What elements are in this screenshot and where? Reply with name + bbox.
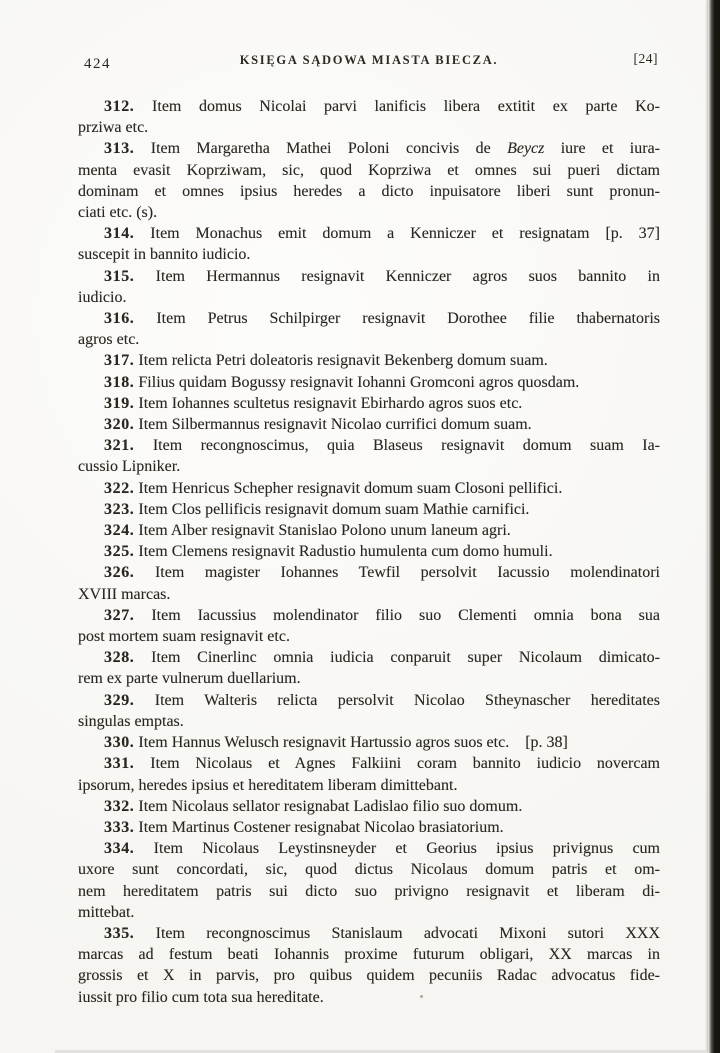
- entry-332-line-1: [78, 796, 660, 817]
- entry-313-line-4: [78, 202, 660, 223]
- entry-text: uxore sunt concordati, sic, quod dictus Nicolaus domum patris et om-: [78, 861, 660, 879]
- entry-329-line-2: [78, 711, 660, 732]
- entry-text: Filius quidam Bogussy resignavit Iohanni Gromconi agros quosdam.: [134, 373, 580, 391]
- entry-316-line-2: [78, 329, 660, 350]
- page-number: 424: [84, 56, 111, 72]
- entry-312-line-1: [78, 96, 660, 117]
- entry-text: Item Margaretha Mathei Poloni concivis de: [134, 140, 508, 158]
- entry-text: Item Henricus Schepher resignavit domum suam Closoni pellifici.: [134, 479, 563, 497]
- entry-313-line-3: [78, 181, 660, 202]
- page-body: [78, 96, 660, 1008]
- entry-text: grossis et X in parvis, pro quibus quidem pecuniis Radac advocatus fide-: [78, 967, 660, 985]
- entry-text: Item Alber resignavit Stanislao Polono unum laneum agri.: [134, 522, 511, 540]
- entry-334-line-1: [78, 838, 660, 859]
- entry-text: Item Nicolaus et Agnes Falkiini coram bannito iudicio novercam: [134, 755, 660, 773]
- entry-number: 315.: [104, 267, 135, 285]
- entry-text: marcas ad festum beati Iohannis proxime futurum obligari, XX marcas in: [78, 946, 660, 964]
- entry-text: Item Clos pellificis resignavit domum suam Mathie carnifici.: [134, 500, 530, 518]
- entry-text: Item domus Nicolai parvi lanificis libera extitit ex parte Ko-: [134, 98, 660, 115]
- entry-text: Item Iohannes scultetus resignavit Ebirhardo agros suos etc.: [134, 394, 523, 412]
- entry-number: 314.: [104, 225, 135, 243]
- entry-319-line-1: [78, 393, 660, 414]
- entry-327-line-2: [78, 626, 660, 647]
- entry-text: Item Cinerlinc omnia iudicia conparuit super Nicolaum dimicato-: [134, 649, 660, 667]
- entry-333-line-1: [78, 817, 660, 838]
- entry-text: mittebat.: [78, 903, 135, 921]
- entry-316-line-1: [78, 308, 660, 329]
- entry-text: Item recongnoscimus Stanislaum advocati Mixoni sutori XXX: [134, 924, 660, 942]
- entry-334-line-3: [78, 881, 660, 902]
- entry-number: 326.: [104, 564, 135, 582]
- entry-331-line-1: [78, 753, 660, 774]
- entry-326-line-2: [78, 584, 660, 605]
- entry-334-line-4: [78, 902, 660, 923]
- entry-number: 329.: [104, 691, 135, 709]
- entry-number: 318.: [104, 373, 135, 391]
- entry-text: iussit pro filio cum tota sua hereditate.: [78, 988, 324, 1006]
- entry-number: 335.: [104, 924, 135, 942]
- entry-number: 331.: [104, 755, 135, 773]
- entry-text: Item Silbermannus resignavit Nicolao currifici domum suam.: [134, 416, 532, 434]
- entry-text: Item magister Iohannes Tewfil persolvit Iacussio molendinatori: [134, 564, 660, 582]
- entry-321-line-1: [78, 435, 660, 456]
- entry-text: post mortem suam resignavit etc.: [78, 628, 290, 646]
- entry-331-line-2: [78, 775, 660, 796]
- entry-text: suscepit in bannito iudicio.: [78, 246, 251, 264]
- entry-313-line-2: [78, 160, 660, 181]
- entry-number: 324.: [104, 522, 135, 540]
- entry-text: Item Walteris relicta persolvit Nicolao Stheynascher hereditates: [134, 691, 660, 709]
- entry-number: 321.: [104, 437, 135, 455]
- entry-text: dominam et omnes ipsius heredes a dicto inpuisatore liberi sunt pronun-: [78, 182, 660, 200]
- entry-327-line-1: [78, 605, 660, 626]
- manuscript-page-reference: [p. 38]: [525, 734, 568, 752]
- entry-text: rem ex parte vulnerum duellarium.: [78, 670, 301, 688]
- entry-text: iure et iura-: [544, 140, 661, 158]
- entry-text: Item relicta Petri doleatoris resignavit Bekenberg domum suam.: [134, 352, 548, 370]
- entry-text: Item Hermannus resignavit Kenniczer agros suos bannito in: [134, 267, 660, 285]
- entry-text: menta evasit Koprziwam, sic, quod Koprziwa et omnes sui pueri dictam: [78, 161, 660, 179]
- entry-335-line-1: [78, 923, 660, 944]
- entry-number: 322.: [104, 479, 135, 497]
- entry-number: 312.: [104, 98, 135, 115]
- entry-335-line-3: [78, 965, 660, 986]
- entry-number: 330.: [104, 734, 135, 752]
- entry-number: 319.: [104, 394, 135, 412]
- entry-312-line-2: [78, 117, 660, 138]
- entry-text: Item recongnoscimus, quia Blaseus resignavit domum suam Ia-: [134, 437, 660, 455]
- entry-number: 328.: [104, 649, 135, 667]
- entry-number: 316.: [104, 310, 135, 328]
- entry-number: 334.: [104, 840, 135, 858]
- entry-text: ipsorum, heredes ipsius et hereditatem liberam dimittebant.: [78, 776, 458, 794]
- entry-318-line-1: [78, 372, 660, 393]
- entry-314-line-1: [78, 223, 660, 244]
- entry-323-line-1: [78, 499, 660, 520]
- entry-328-line-1: [78, 647, 660, 668]
- manuscript-page-reference: [p. 37]: [605, 225, 661, 243]
- running-title: KSIĘGA SĄDOWA MIASTA BIECZA.: [239, 53, 499, 67]
- entry-330-line-1: [78, 732, 660, 753]
- entry-text: nem hereditatem patris sui dicto suo privigno resignavit et liberam di-: [78, 882, 660, 900]
- entry-text: Item Hannus Welusch resignavit Hartussio agros suos etc.: [134, 734, 510, 752]
- entry-text: Item Martinus Costener resignabat Nicolao brasiatorium.: [134, 818, 504, 836]
- scan-edge-artifact: [708, 0, 720, 1053]
- entry-text: agros etc.: [78, 331, 140, 349]
- entry-number: 323.: [104, 500, 135, 518]
- entry-text: XVIII marcas.: [78, 585, 171, 603]
- entry-335-line-4: [78, 987, 660, 1008]
- ink-speck: [420, 995, 423, 998]
- entry-text: cussio Lipniker.: [78, 458, 181, 476]
- entry-text: Item Clemens resignavit Radustio humulenta cum domo humuli.: [134, 543, 553, 561]
- entry-text: Item Nicolaus sellator resignabat Ladislao filio suo domum.: [134, 797, 523, 815]
- entry-320-line-1: [78, 414, 660, 435]
- entry-number: 325.: [104, 543, 135, 561]
- entry-314-line-2: [78, 244, 660, 265]
- folio-reference: [24]: [633, 51, 658, 66]
- entry-328-line-2: [78, 668, 660, 689]
- entry-329-line-1: [78, 690, 660, 711]
- entry-317-line-1: [78, 350, 660, 371]
- entry-text: Item Iacussius molendinator filio suo Clementi omnia bona sua: [134, 606, 660, 624]
- italic-place-name: Beycz: [507, 140, 545, 158]
- entry-text: Item Monachus emit domum a Kenniczer et resignatam: [134, 225, 590, 243]
- entry-322-line-1: [78, 478, 660, 499]
- entry-text: prziwa etc.: [78, 119, 149, 137]
- entry-number: 320.: [104, 416, 135, 434]
- entry-text: iudicio.: [78, 288, 127, 306]
- entry-number: 317.: [104, 352, 135, 370]
- entry-text: ciati etc. (s).: [78, 204, 158, 222]
- entry-text: Item Nicolaus Leystinsneyder et Georius ipsius privignus cum: [134, 840, 660, 858]
- entry-number: 313.: [104, 140, 135, 158]
- entry-315-line-1: [78, 266, 660, 287]
- entry-326-line-1: [78, 562, 660, 583]
- entry-334-line-2: [78, 859, 660, 880]
- entry-313-line-1: [78, 138, 660, 159]
- entry-321-line-2: [78, 456, 660, 477]
- entry-text: Item Petrus Schilpirger resignavit Dorothee filie thabernatoris: [134, 310, 660, 328]
- entry-number: 333.: [104, 818, 135, 836]
- entry-335-line-2: [78, 944, 660, 965]
- entry-number: 327.: [104, 606, 135, 624]
- page-header: [78, 51, 660, 73]
- entry-324-line-1: [78, 520, 660, 541]
- entry-text: singulas emptas.: [78, 712, 184, 730]
- entry-325-line-1: [78, 541, 660, 562]
- entry-315-line-2: [78, 287, 660, 308]
- entry-number: 332.: [104, 797, 135, 815]
